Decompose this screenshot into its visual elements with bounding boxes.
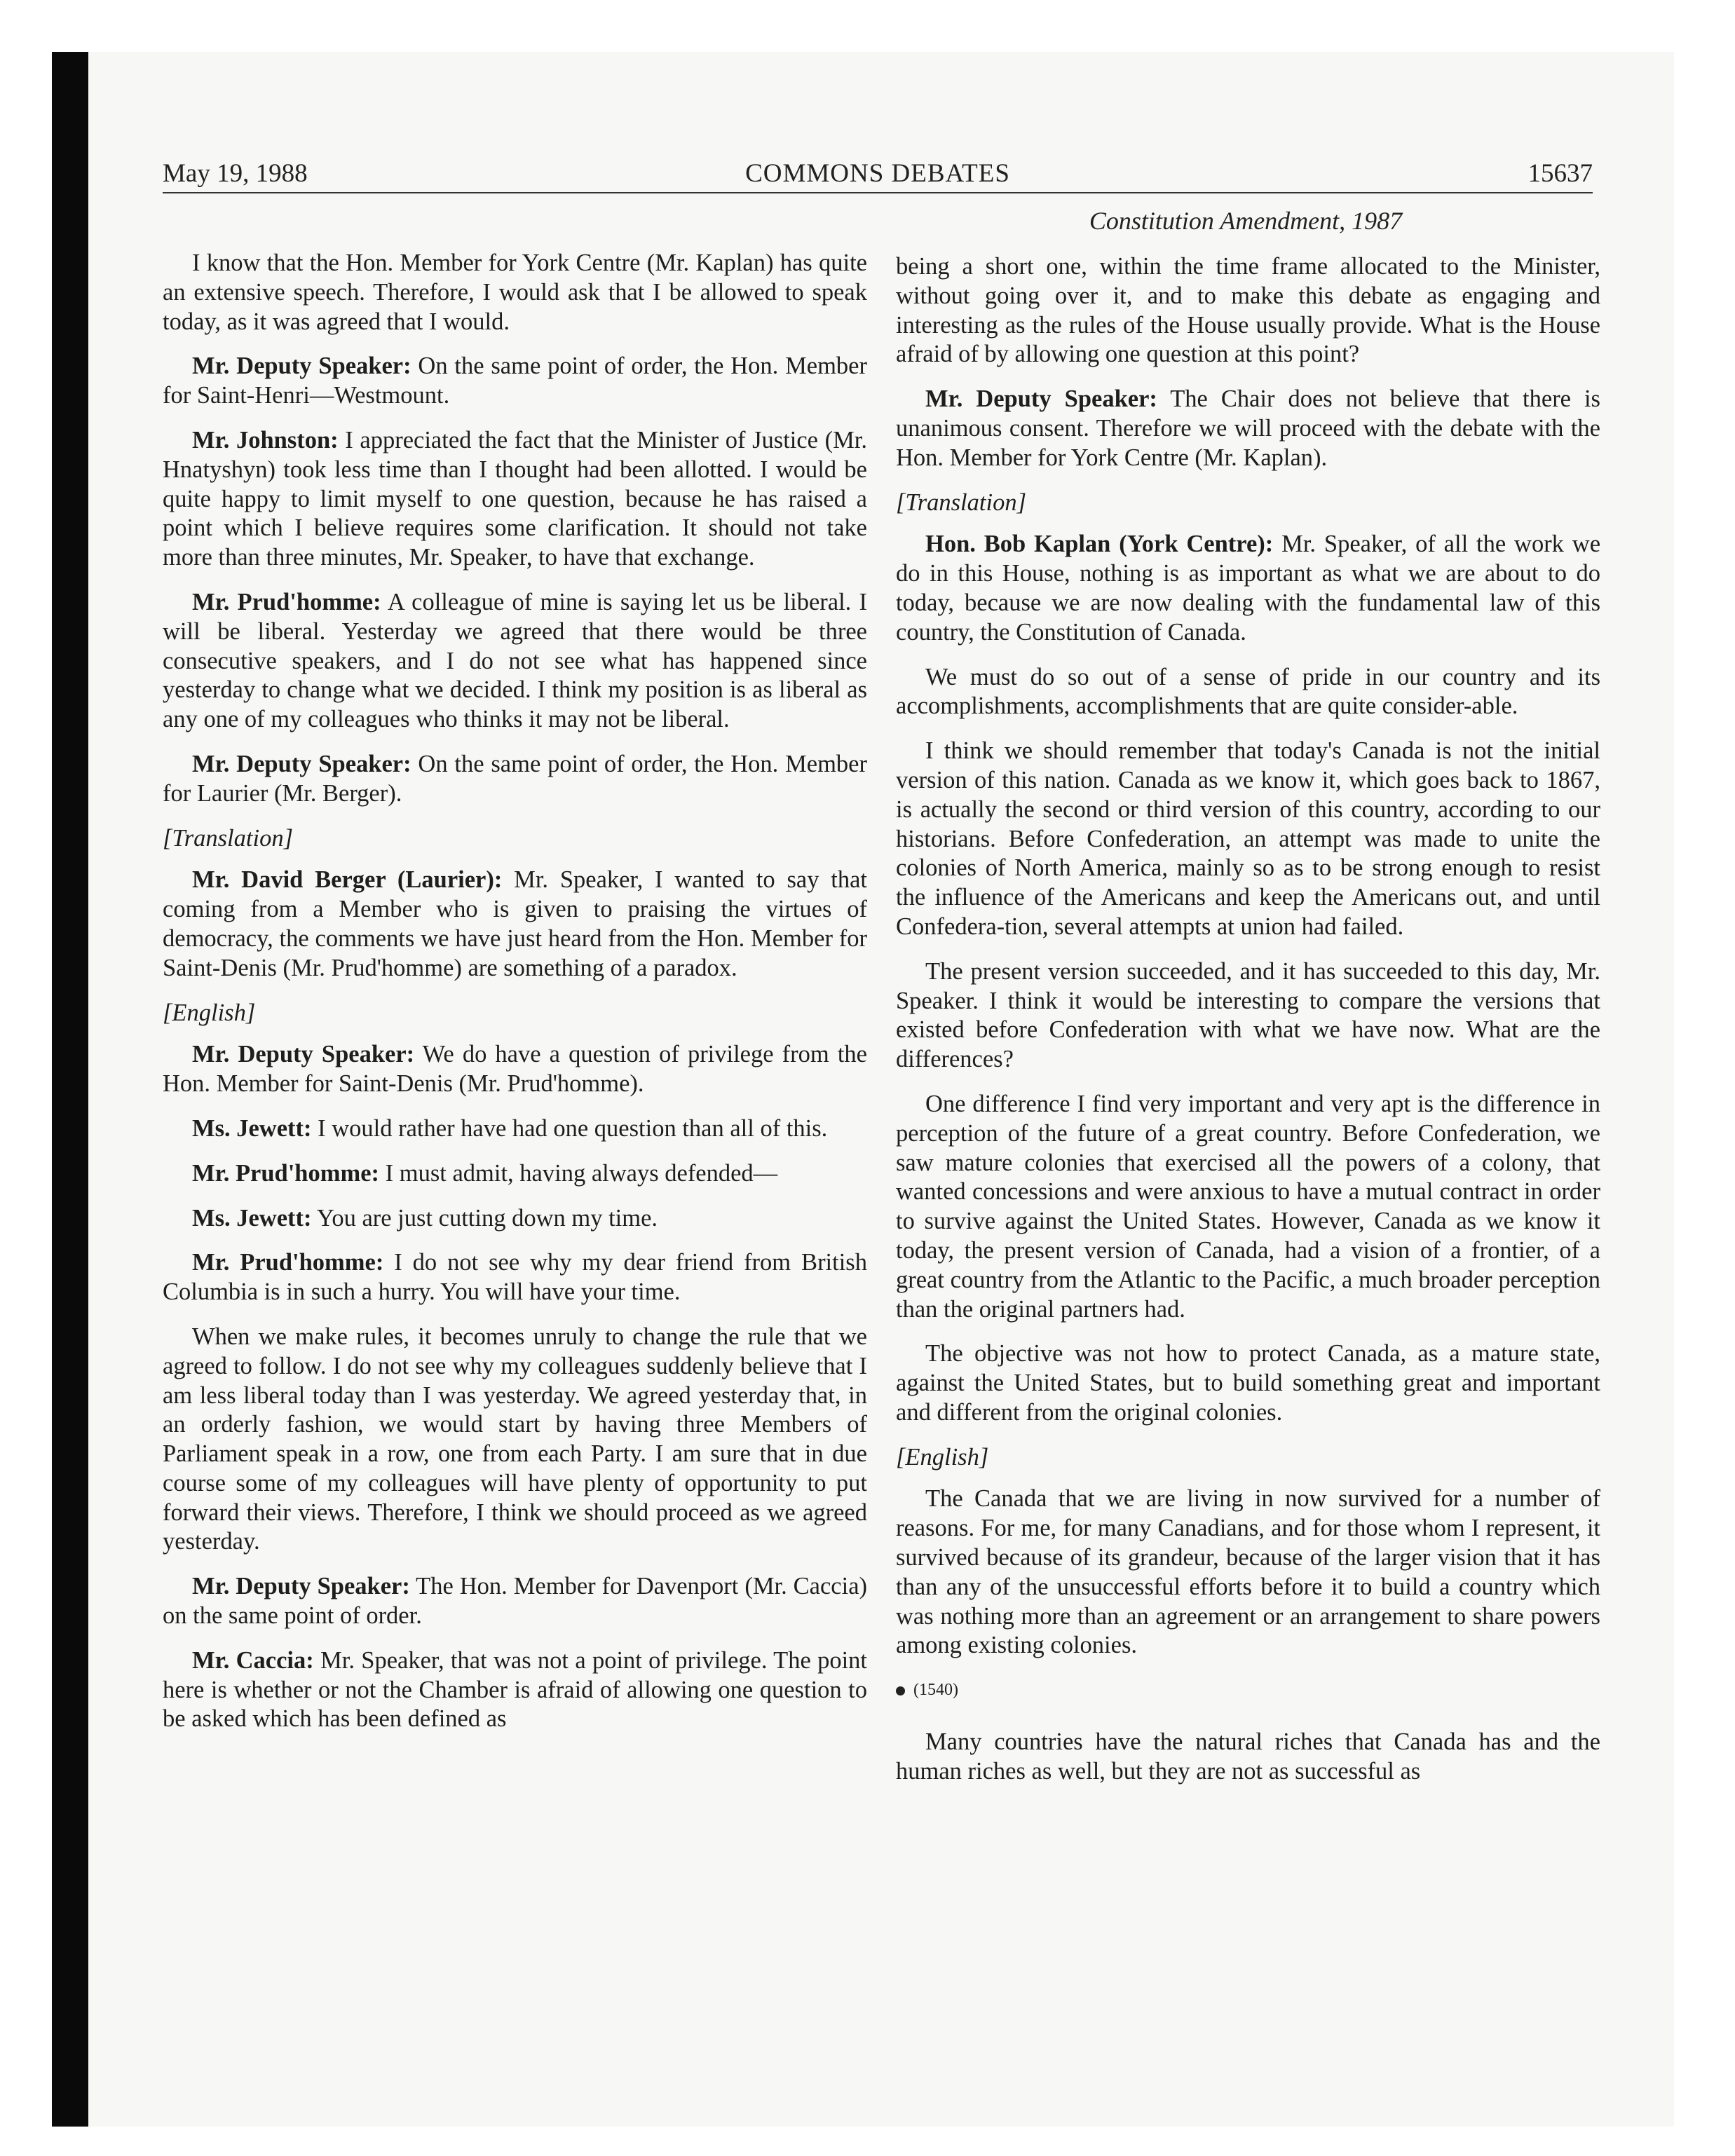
speaker-name: Mr. Deputy Speaker: [192, 750, 411, 777]
paragraph-text: The Canada that we are living in now survived for a number of reasons. For me, for many Canadians, and for those whom I represent, it survived because of its grandeur, because of the larger vision that it has than any of the unsuccessful efforts before it to build a country which was nothing more than an agreement or an arrangement to share powers among existing colonies. [896, 1485, 1600, 1659]
paragraph-text: When we make rules, it becomes unruly to change the rule that we agreed to follow. I do not see why my colleagues suddenly believe that I am less liberal today than I was yesterday. We agreed yesterday that, in an orderly fashion, we would start by having three Members of Parliament speak in a row, one from each Party. I am sure that in due course some of my colleagues will have plenty of opportunity to put forward their views. Therefore, I think we should proceed as we agreed yesterday. [163, 1323, 867, 1555]
paragraph [896, 1728, 1600, 1787]
speaker-name: Mr. Johnston: [192, 426, 339, 453]
paragraph [896, 1485, 1600, 1660]
paragraph-text: I do not see why my dear friend from British Columbia is in such a hurry. You will have your time. [163, 1249, 867, 1306]
speaker-name: Mr. Prud'homme: [192, 588, 381, 615]
speaker-name: Mr. Deputy Speaker: [192, 1573, 410, 1600]
speaker-name: Mr. Deputy Speaker: [192, 1041, 415, 1068]
paragraph-text: I know that the Hon. Member for York Centre (Mr. Kaplan) has quite an extensive speech. Therefore, I would ask that I be allowed to speak today, as it was agreed that I would. [163, 250, 867, 335]
paragraph [163, 1572, 867, 1631]
paragraph [896, 1090, 1600, 1324]
paragraph-text: I appreciated the fact that the Minister of Justice (Mr. Hnatyshyn) took less time than I thought had been allotted. I would be quite happy to limit myself to one question, because he has raised a point which I believe requires some clarification. It should not take more than three minutes, Mr. Speaker, to have that exchange. [163, 426, 867, 571]
time-marker [896, 1676, 1600, 1705]
time-marker-text: (1540) [913, 1681, 958, 1700]
paragraph [163, 750, 867, 809]
language-marker: [English] [163, 999, 256, 1026]
speaker-name: Ms. Jewett: [192, 1204, 312, 1231]
paragraph [896, 252, 1600, 369]
header-publication: COMMONS DEBATES [745, 159, 1010, 188]
paragraph [163, 1204, 867, 1234]
speaker-name: Mr. Prud'homme: [192, 1159, 380, 1187]
paragraph [896, 385, 1600, 472]
paragraph-text: The Chair does not believe that there is unanimous consent. Therefore we will proceed with the debate with the Hon. Member for York Centre (Mr. Kaplan). [896, 386, 1600, 471]
header-page-number: 15637 [1528, 159, 1593, 188]
paragraph [163, 426, 867, 573]
speaker-name: Ms. Jewett: [192, 1114, 312, 1142]
speaker-name: Mr. Deputy Speaker: [192, 353, 411, 380]
speaker-name: Mr. Prud'homme: [192, 1249, 384, 1276]
paragraph [163, 1040, 867, 1099]
paragraph [896, 737, 1600, 942]
page-header [163, 156, 1593, 193]
running-head: Constitution Amendment, 1987 [1089, 207, 1403, 235]
paragraph [163, 1159, 867, 1189]
bullet-icon [896, 1686, 905, 1696]
header-date: May 19, 1988 [163, 159, 308, 188]
paragraph-text: On the same point of order, the Hon. Member for Saint-Henri—Westmount. [163, 353, 867, 409]
paragraph-text: Many countries have the natural riches that Canada has and the human riches as well, but they are not as successful as [896, 1728, 1600, 1785]
paragraph [163, 866, 867, 983]
speaker-name: Mr. David Berger (Laurier): [192, 866, 503, 894]
speaker-name: Mr. Caccia: [192, 1646, 314, 1674]
paragraph-text: The Hon. Member for Davenport (Mr. Caccia) on the same point of order. [163, 1573, 867, 1630]
speaker-name: Mr. Deputy Speaker: [925, 386, 1157, 413]
paragraph-text: We must do so out of a sense of pride in our country and its accomplishments, accomplishments that are quite consider-able. [896, 663, 1600, 720]
paragraph [896, 957, 1600, 1074]
paragraph [163, 1248, 867, 1307]
language-marker: [English] [896, 1443, 989, 1471]
paragraph-text: being a short one, within the time frame allocated to the Minister, without going over it, and to make this debate as engaging and interesting as the rules of the House usually provide. What is the House afraid of by allowing one question at this point? [896, 253, 1600, 368]
language-marker: [Translation] [896, 489, 1026, 516]
paragraph-text: A colleague of mine is saying let us be liberal. I will be liberal. Yesterday we agreed that there would be three consecutive speakers, and I do not see what has happened since yesterday to change what we decided. I think my position is as liberal as any one of my colleagues who thinks it may not be liberal. [163, 588, 867, 733]
paragraph-text: On the same point of order, the Hon. Member for Laurier (Mr. Berger). [163, 750, 867, 807]
paragraph [896, 1339, 1600, 1427]
scan-edge [52, 52, 88, 2127]
paragraph [163, 588, 867, 735]
paragraph [163, 352, 867, 411]
paragraph-text: Mr. Speaker, of all the work we do in this House, nothing is as important as what we are about to do today, because we are now dealing with the fundamental law of this country, the Constitution of Canada. [896, 531, 1601, 646]
paragraph [896, 530, 1600, 647]
paragraph [163, 249, 867, 336]
right-column [896, 252, 1600, 1802]
paragraph [896, 663, 1600, 722]
paragraph-text: Mr. Speaker, I wanted to say that coming from a Member who is given to praising the virtues of democracy, the comments we have just heard from the Hon. Member for Saint-Denis (Mr. Prud'homme) are something of a paradox. [163, 866, 868, 981]
paragraph-text: I would rather have had one question than all of this. [318, 1114, 828, 1142]
paragraph-text: The objective was not how to protect Canada, as a mature state, against the United States, but to build something great and important and different from the original colonies. [896, 1340, 1600, 1426]
paragraph-text: Mr. Speaker, that was not a point of privilege. The point here is whether or not the Chamber is afraid of allowing one question to be asked which has been defined as [163, 1646, 868, 1733]
language-marker: [Translation] [163, 824, 293, 852]
left-column [163, 249, 867, 1749]
speaker-name: Hon. Bob Kaplan (York Centre): [925, 531, 1274, 558]
paragraph-text: You are just cutting down my time. [316, 1204, 658, 1231]
paragraph-text: I must admit, having always defended— [385, 1159, 778, 1187]
paragraph [163, 1323, 867, 1557]
paragraph [163, 1114, 867, 1144]
paragraph-text: The present version succeeded, and it has succeeded to this day, Mr. Speaker. I think it would be interesting to compare the versions that existed before Confederation with what we have now. What are the differences? [896, 957, 1600, 1073]
paragraph-text: We do have a question of privilege from the Hon. Member for Saint-Denis (Mr. Prud'homme). [163, 1041, 867, 1098]
paragraph-text: I think we should remember that today's Canada is not the initial version of this nation. Canada as we know it, which goes back to 1867, is actually the second or third version of this country, according to our historians. Before Confederation, an attempt was made to unite the colonies of North America, mainly so as to be strong enough to resist the influence of the Americans and keep the Americans out, and until Confedera-tion, several attempts at union had failed. [896, 737, 1600, 940]
paragraph-text: One difference I find very important and very apt is the difference in perception of the future of a great country. Before Confederation, we saw mature colonies that exercised all the powers of a colony, that wanted concessions and were anxious to have a mutual contract in order to survive against the United States. However, Canada as we know it today, the present version of Canada, had a vision of a frontier, of a great country from the Atlantic to the Pacific, a much broader perception than the original partners had. [896, 1090, 1600, 1323]
paragraph [163, 1646, 867, 1734]
